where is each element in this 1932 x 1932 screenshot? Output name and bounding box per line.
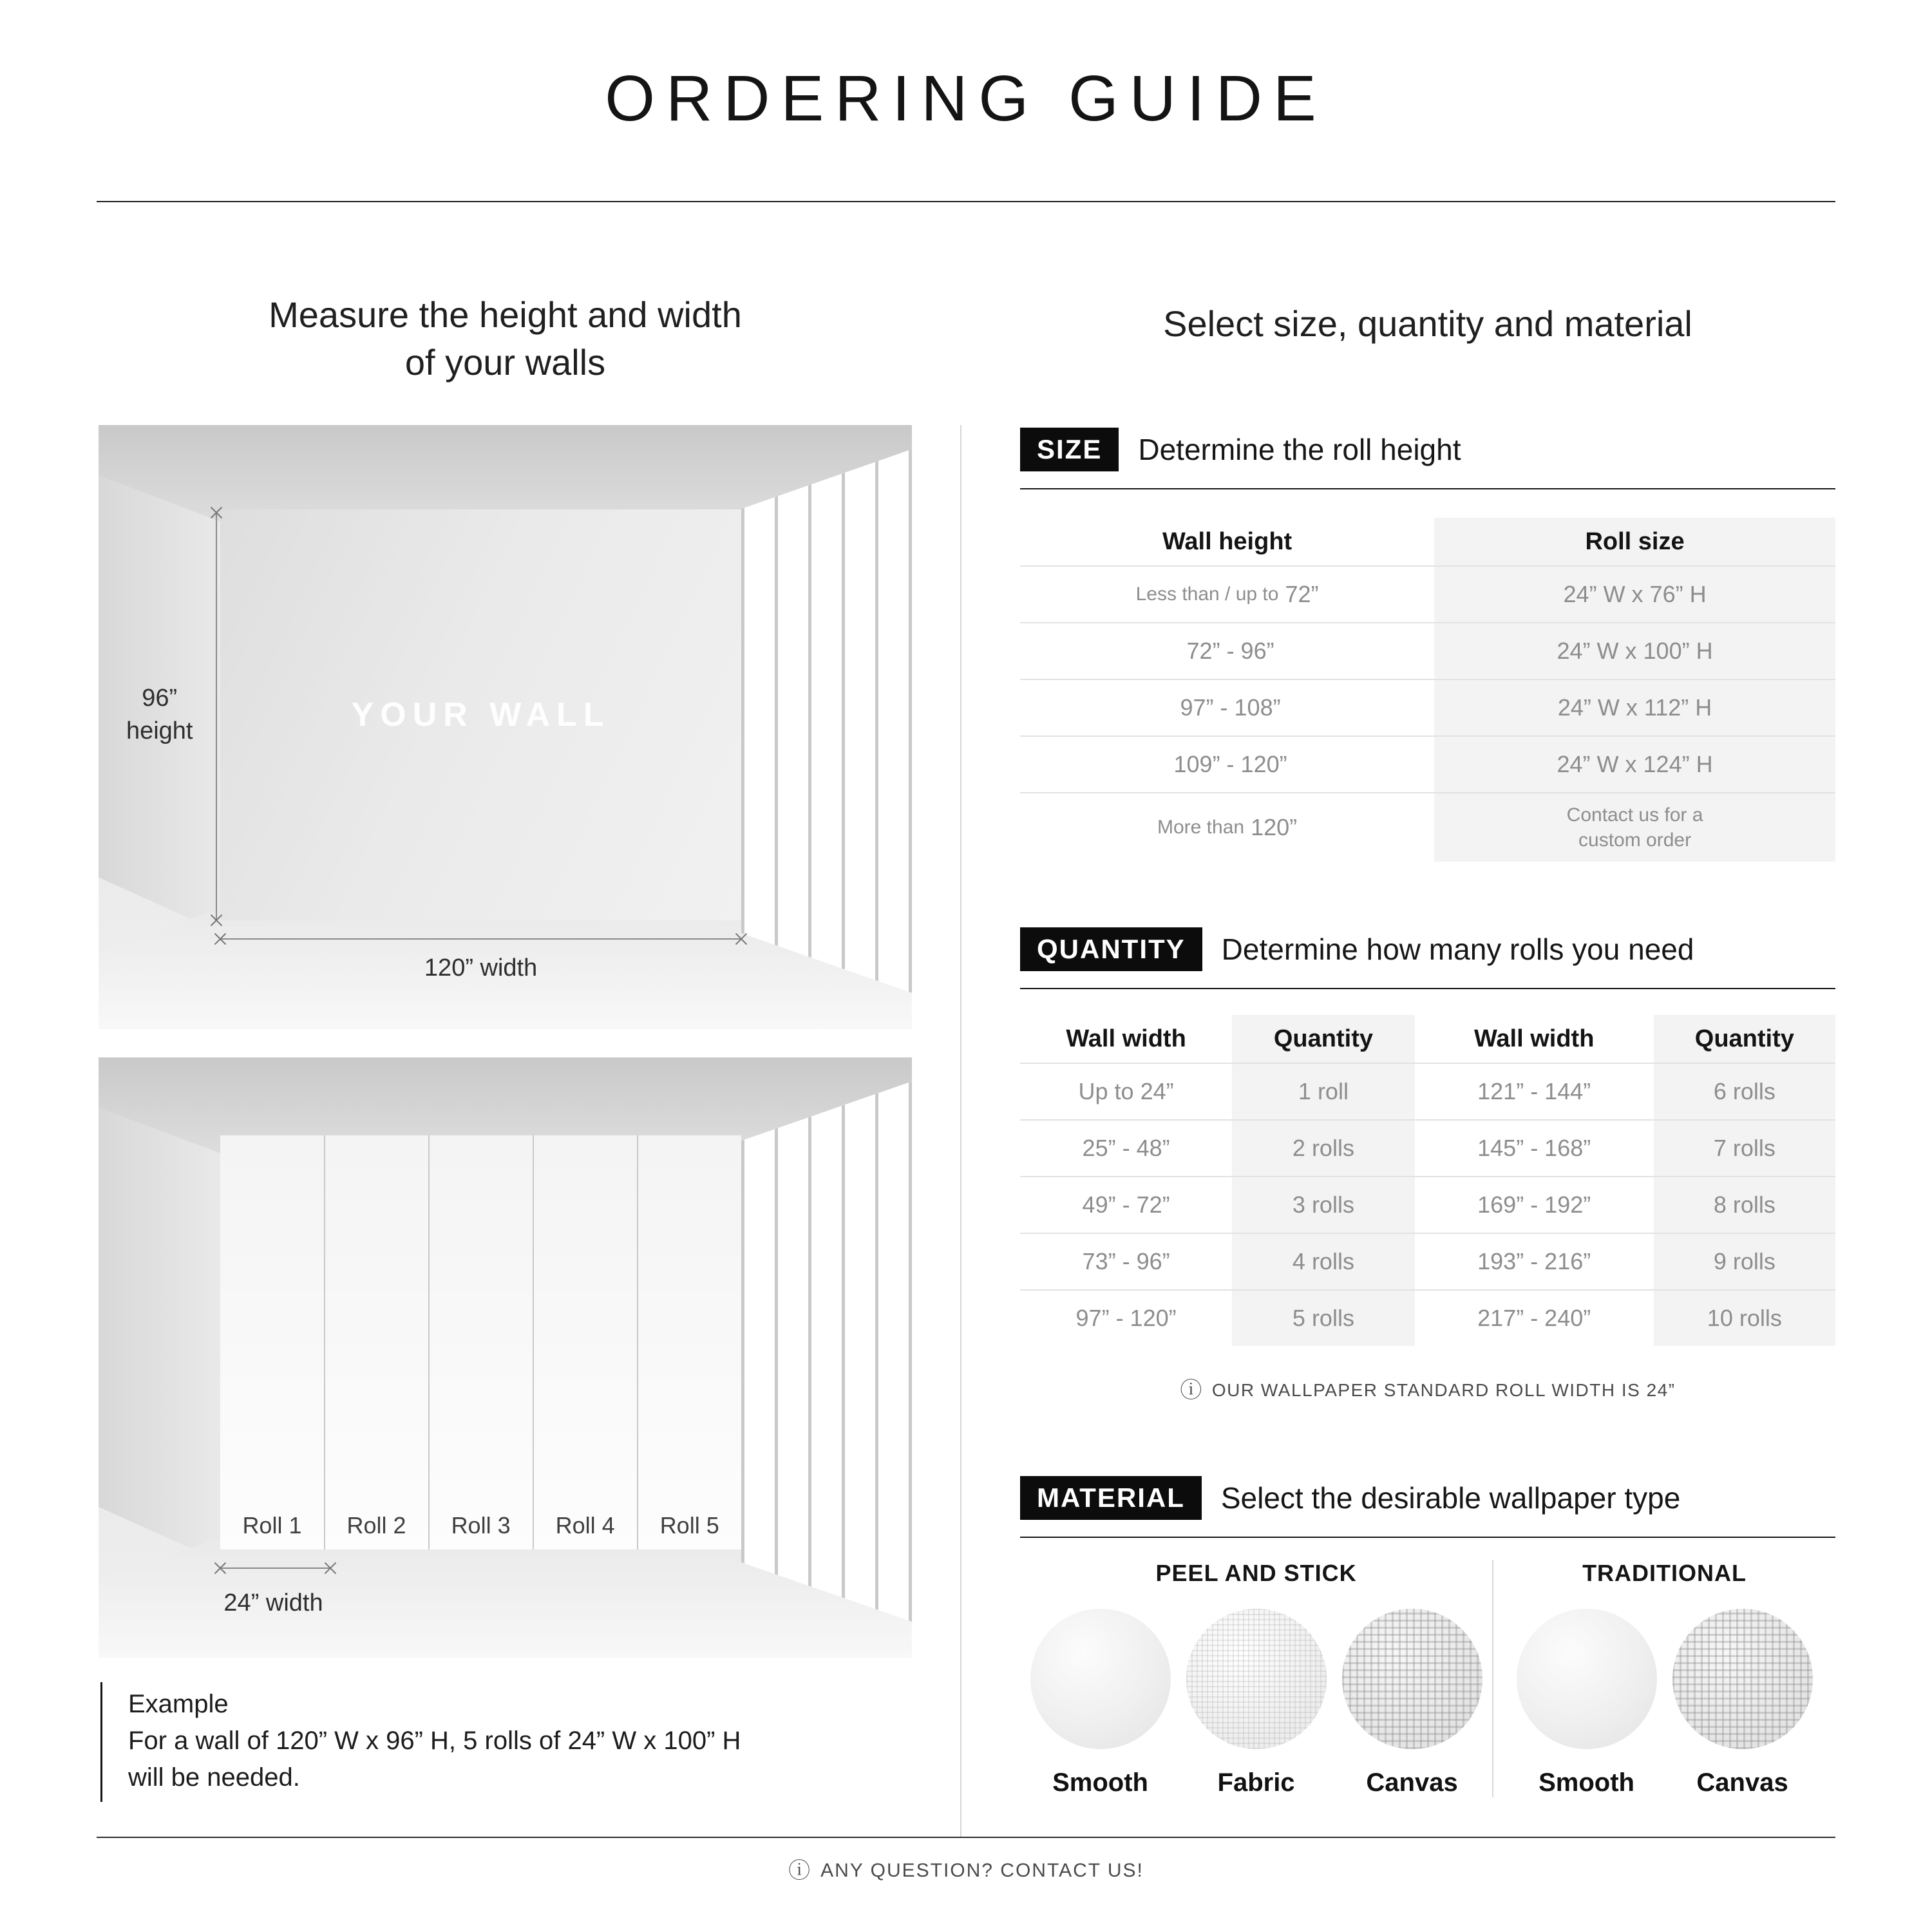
swatch-label: Smooth bbox=[1052, 1768, 1148, 1797]
qty-cell-quantity: 10 rolls bbox=[1654, 1289, 1835, 1346]
swatch-label: Fabric bbox=[1217, 1768, 1295, 1797]
roll-panel bbox=[430, 1135, 534, 1549]
qty-cell-wall-width: 49” - 72” bbox=[1020, 1176, 1232, 1233]
size-table bbox=[1020, 518, 1835, 862]
size-cell-prefix: More than bbox=[1157, 817, 1245, 838]
measure-tick bbox=[323, 1560, 338, 1576]
material-chip: MATERIAL bbox=[1020, 1476, 1202, 1520]
height-value: 96” bbox=[142, 684, 178, 712]
room-windows bbox=[741, 450, 912, 993]
example-note bbox=[100, 1682, 888, 1802]
qty-col-header-quantity: Quantity bbox=[1232, 1015, 1415, 1063]
info-icon: ⓘ bbox=[1180, 1378, 1203, 1403]
qty-cell-quantity: 9 rolls bbox=[1654, 1233, 1835, 1289]
your-wall-label: YOUR WALL bbox=[351, 696, 611, 734]
qty-cell-quantity: 3 rolls bbox=[1232, 1176, 1415, 1233]
footer-text: ANY QUESTION? CONTACT US! bbox=[820, 1860, 1144, 1881]
footer-note bbox=[0, 1860, 1932, 1882]
measure-tick bbox=[213, 931, 228, 947]
right-column-heading: Select size, quantity and material bbox=[1163, 303, 1692, 344]
left-heading-line1: Measure the height and width bbox=[269, 294, 742, 335]
size-subtitle: Determine the roll height bbox=[1138, 433, 1461, 466]
qty-cell-quantity: 6 rolls bbox=[1654, 1063, 1835, 1119]
qty-cell-quantity: 1 roll bbox=[1232, 1063, 1415, 1119]
size-cell-roll-size: 24” W x 76” H bbox=[1434, 565, 1835, 622]
qty-cell-wall-width: 145” - 168” bbox=[1415, 1119, 1654, 1176]
qty-col-header-wall-width: Wall width bbox=[1473, 1025, 1595, 1052]
roll-panel bbox=[220, 1135, 325, 1549]
left-column-heading bbox=[99, 291, 912, 386]
footer-divider bbox=[97, 1837, 1835, 1838]
swatch-label: Canvas bbox=[1696, 1768, 1788, 1797]
width-measure-label: 120” width bbox=[424, 954, 538, 981]
qty-cell-quantity: 7 rolls bbox=[1654, 1119, 1835, 1176]
quantity-section-header bbox=[1020, 927, 1835, 989]
roll-label: Roll 5 bbox=[659, 1512, 719, 1539]
size-section bbox=[1020, 428, 1835, 862]
quantity-chip: QUANTITY bbox=[1020, 927, 1202, 971]
size-cell-value: 72” - 96” bbox=[1186, 638, 1274, 664]
swatch-canvas bbox=[1672, 1609, 1813, 1797]
qty-col-header-quantity: Quantity bbox=[1654, 1015, 1835, 1063]
material-section-header bbox=[1020, 1476, 1835, 1538]
material-groups bbox=[1020, 1560, 1835, 1797]
qty-cell-wall-width: 73” - 96” bbox=[1020, 1233, 1232, 1289]
swatch-label: Canvas bbox=[1366, 1768, 1458, 1797]
size-cell-roll-size: 24” W x 124” H bbox=[1434, 735, 1835, 792]
fabric-texture-icon bbox=[1186, 1609, 1327, 1749]
swatch-label: Smooth bbox=[1539, 1768, 1634, 1797]
header-divider bbox=[97, 201, 1835, 202]
size-cell-wall-height bbox=[1020, 792, 1434, 862]
qty-cell-quantity: 8 rolls bbox=[1654, 1176, 1835, 1233]
qty-cell-wall-width: 217” - 240” bbox=[1415, 1289, 1654, 1346]
roll-width-label: 24” width bbox=[223, 1589, 323, 1616]
roll-width-note bbox=[1020, 1379, 1835, 1401]
material-subtitle: Select the desirable wallpaper type bbox=[1220, 1481, 1681, 1515]
swatch-fabric bbox=[1186, 1609, 1327, 1797]
size-cell-wall-height bbox=[1020, 565, 1434, 622]
size-cell-prefix: Less than / up to bbox=[1135, 583, 1279, 605]
qty-cell-wall-width: 97” - 120” bbox=[1020, 1289, 1232, 1346]
roll-width-note-text: OUR WALLPAPER STANDARD ROLL WIDTH IS 24” bbox=[1211, 1380, 1676, 1400]
qty-col-header-wall-width: Wall width bbox=[1066, 1025, 1186, 1052]
size-chip: SIZE bbox=[1020, 428, 1119, 471]
size-section-header bbox=[1020, 428, 1835, 489]
quantity-section bbox=[1020, 927, 1835, 1401]
room-illustration-rolls bbox=[99, 1057, 912, 1658]
height-word: height bbox=[126, 717, 193, 744]
smooth-texture-icon bbox=[1517, 1609, 1657, 1749]
size-cell-wall-height bbox=[1020, 679, 1434, 735]
left-heading-line2: of your walls bbox=[404, 341, 606, 383]
size-cell-roll-size-custom: Contact us for a custom order bbox=[1434, 792, 1835, 862]
size-cell-wall-height bbox=[1020, 735, 1434, 792]
roll-label: Roll 3 bbox=[451, 1512, 511, 1539]
size-cell-roll-size: 24” W x 100” H bbox=[1434, 622, 1835, 679]
qty-cell-quantity: 2 rolls bbox=[1232, 1119, 1415, 1176]
material-section bbox=[1020, 1476, 1835, 1797]
roll-label: Roll 1 bbox=[242, 1512, 302, 1539]
room-illustration-measure bbox=[99, 425, 912, 1029]
height-measure-line bbox=[216, 513, 217, 920]
measure-tick bbox=[734, 931, 749, 947]
roll-panels bbox=[220, 1135, 741, 1549]
size-cell-value: 97” - 108” bbox=[1180, 694, 1281, 721]
qty-cell-wall-width: 121” - 144” bbox=[1415, 1063, 1654, 1119]
example-line1: For a wall of 120” W x 96” H, 5 rolls of 24” W x 100” H bbox=[128, 1726, 741, 1755]
size-cell-value: 109” - 120” bbox=[1173, 751, 1287, 777]
size-cell-roll-size: 24” W x 112” H bbox=[1434, 679, 1835, 735]
material-group-title: PEEL AND STICK bbox=[1155, 1560, 1357, 1586]
page-title: ORDERING GUIDE bbox=[605, 62, 1327, 135]
roll-panel bbox=[325, 1135, 430, 1549]
info-icon: ⓘ bbox=[788, 1858, 812, 1884]
canvas-texture-icon bbox=[1672, 1609, 1813, 1749]
qty-cell-wall-width: 193” - 216” bbox=[1415, 1233, 1654, 1289]
canvas-texture-icon bbox=[1342, 1609, 1482, 1749]
qty-cell-wall-width: 25” - 48” bbox=[1020, 1119, 1232, 1176]
swatch-smooth bbox=[1517, 1609, 1657, 1797]
measure-tick bbox=[209, 913, 224, 928]
size-col-header-roll-size: Roll size bbox=[1434, 518, 1835, 565]
size-cell-wall-height bbox=[1020, 622, 1434, 679]
roll-panel bbox=[638, 1135, 741, 1549]
size-cell-value: 120” bbox=[1251, 814, 1298, 840]
example-line2: will be needed. bbox=[128, 1763, 300, 1792]
quantity-table bbox=[1020, 1015, 1835, 1346]
qty-cell-wall-width: Up to 24” bbox=[1020, 1063, 1232, 1119]
room-windows bbox=[741, 1081, 912, 1622]
roll-panel bbox=[534, 1135, 638, 1549]
qty-cell-quantity: 5 rolls bbox=[1232, 1289, 1415, 1346]
qty-cell-quantity: 4 rolls bbox=[1232, 1233, 1415, 1289]
height-measure-label bbox=[111, 682, 209, 748]
measure-tick bbox=[209, 505, 224, 520]
room-back-wall bbox=[220, 509, 741, 920]
material-group-title: TRADITIONAL bbox=[1582, 1560, 1747, 1586]
example-title: Example bbox=[128, 1690, 229, 1718]
size-col-header-wall-height: Wall height bbox=[1162, 527, 1293, 555]
quantity-subtitle: Determine how many rolls you need bbox=[1221, 933, 1694, 966]
swatch-smooth bbox=[1030, 1609, 1171, 1797]
column-divider bbox=[960, 425, 961, 1837]
material-group-traditional bbox=[1492, 1560, 1835, 1797]
swatch-row bbox=[1493, 1609, 1835, 1797]
size-cell-value: 72” bbox=[1285, 581, 1319, 607]
smooth-texture-icon bbox=[1030, 1609, 1171, 1749]
roll-label: Roll 4 bbox=[555, 1512, 615, 1539]
width-measure-line bbox=[220, 938, 741, 940]
material-group-peel-and-stick bbox=[1020, 1560, 1492, 1797]
room-left-wall bbox=[99, 1106, 220, 1562]
measure-tick bbox=[213, 1560, 228, 1576]
roll-label: Roll 2 bbox=[346, 1512, 406, 1539]
swatch-canvas bbox=[1342, 1609, 1482, 1797]
qty-cell-wall-width: 169” - 192” bbox=[1415, 1176, 1654, 1233]
swatch-row bbox=[1020, 1609, 1492, 1797]
roll-width-measure-line bbox=[220, 1567, 330, 1569]
